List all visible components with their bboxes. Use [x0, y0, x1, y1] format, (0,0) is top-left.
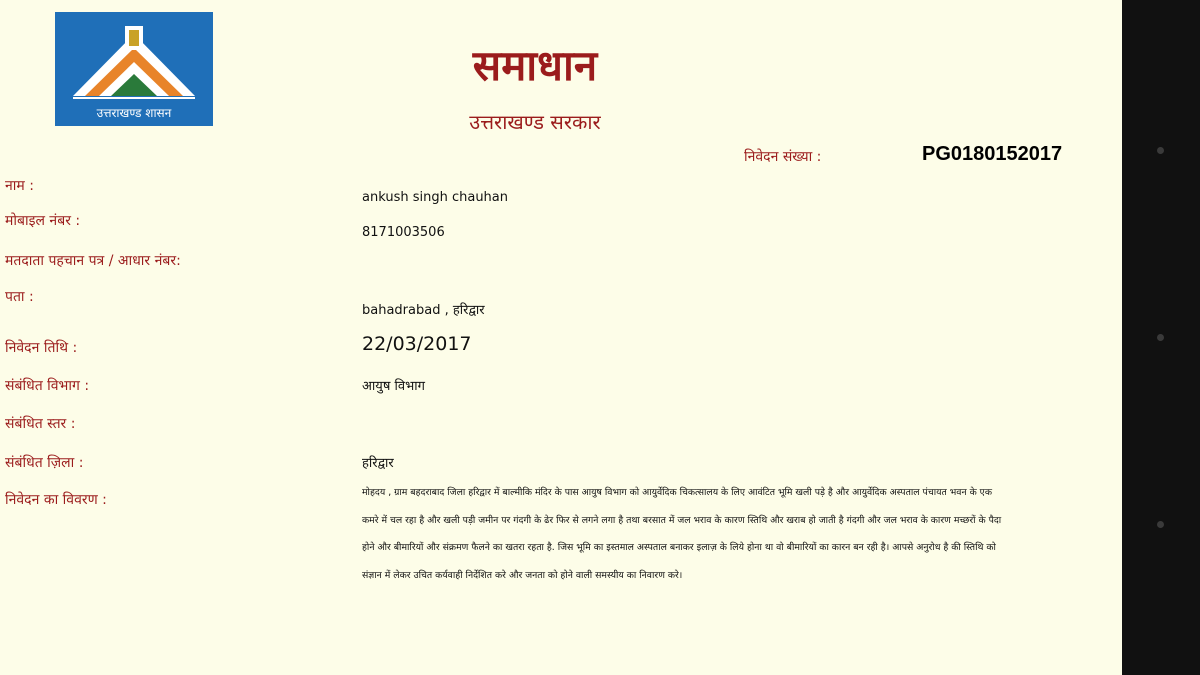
application-details-label: निवेदन का विवरण :	[5, 492, 107, 508]
department-label: संबंधित विभाग :	[5, 378, 90, 394]
level-label: संबंधित स्तर :	[5, 416, 76, 432]
application-date-value: 22/03/2017	[362, 333, 472, 355]
side-dot	[1157, 147, 1164, 154]
application-date-label: निवेदन तिथि :	[5, 340, 78, 356]
mobile-label: मोबाइल नंबर :	[5, 213, 81, 229]
uttarakhand-emblem-logo	[55, 12, 213, 126]
name-label: नाम :	[5, 178, 34, 194]
voter-aadhaar-label: मतदाता पहचान पत्र / आधार नंबर:	[5, 253, 181, 269]
page-title: समाधान	[472, 41, 598, 90]
address-value: bahadrabad , हरिद्वार	[362, 303, 485, 318]
application-number-label: निवेदन संख्या :	[744, 149, 822, 165]
name-value: ankush singh chauhan	[362, 190, 509, 205]
page-subtitle: उत्तराखण्ड सरकार	[469, 110, 601, 134]
side-dot	[1157, 334, 1164, 341]
application-number-value: PG0180152017	[922, 143, 1063, 165]
side-dot	[1157, 521, 1164, 528]
address-label: पता :	[5, 289, 34, 305]
logo-caption: उत्तराखण्ड शासन	[96, 106, 172, 120]
mobile-value: 8171003506	[362, 225, 445, 240]
application-description: मोहदय , ग्राम बहदराबाद जिला हरिद्वार में बाल्मीकि मंदिर के पास आयुष विभाग को आयुर्वेदिक चिकत्सालय के लिए आवंटित भूमि खली पड़े है और आयुर्वेदिक अस्पताल पंचायत भवन के एक कमरे में चल रहा है और खली पड़ी जमीन पर गंदगी के ढेर फिर से लगने लगा है तथा बरसात में जल भराव के कारण स्तिथि और खराब हो जाती है गंदगी और जल भराव के कारण मच्छरों के पैदा होने और बीमारियों और संक्रमण फैलने का खतरा रहता है. जिस भूमि का इस्तमाल अस्पताल बनाकर इलाज़ के लिये होना था वो बीमारियों का कारन बन रही है। आपसे अनुरोध है की स्तिथि को संज्ञान में लेकर उचित कर्यवाही निर्देशित करे और जनता को होने वाली समस्यीय का निवारण करे।	[362, 487, 1002, 581]
department-value: आयुष विभाग	[362, 379, 425, 394]
district-label: संबंधित ज़िला :	[5, 455, 84, 471]
district-value: हरिद्वार	[362, 456, 394, 471]
